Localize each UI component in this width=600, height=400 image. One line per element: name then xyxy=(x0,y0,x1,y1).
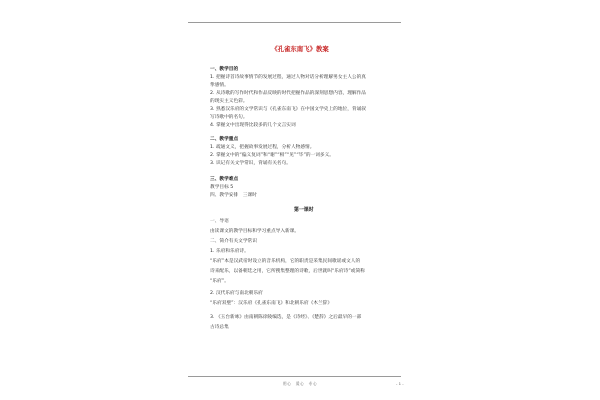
text-line: 四、教学安排 三课时 xyxy=(210,193,257,198)
page-footer: 用心 爱心 专心 xyxy=(282,381,318,386)
text-line: 2. 掌握文中的“偏义复词”和“谢”“相”“见”“毕”的一词多义。 xyxy=(210,153,334,158)
text-line: 诗来配乐，以备朝廷之用，它所搜集整理的诗歌，后世就叫“乐府诗”或简称 xyxy=(210,269,365,274)
text-line: 挚感情。 xyxy=(210,83,229,88)
text-line: 1. 把握诗首诗故事情节的发展过程，通过人物对话分析理解男女主人公的真 xyxy=(210,75,366,80)
text-line: 3. 熟悉汉乐府的文学常识与《孔雀东南飞》在中国文学史上的地位，背诵叙 xyxy=(210,107,366,112)
header-rule xyxy=(188,22,401,23)
text-line: 由读课文的教学目标和学习重点导入新课。 xyxy=(210,229,300,234)
section-heading: 一、教学目的 xyxy=(210,67,239,72)
text-line: 一、导语 xyxy=(210,219,229,224)
text-line: 写诗歌中的名句。 xyxy=(210,115,248,120)
document-title: 《孔雀东南飞》教案 xyxy=(271,45,329,53)
section-heading: 二、教学重点 xyxy=(210,137,239,142)
text-line: 1. 乐府和乐府诗。 xyxy=(210,249,249,254)
text-line: 古诗总集 xyxy=(210,325,229,330)
text-line: 的现实主义色彩。 xyxy=(210,99,248,104)
text-line: “乐府”。 xyxy=(210,279,229,284)
text-line: 1. 疏通文义，把握故事发展过程，分析人物感情。 xyxy=(210,145,315,150)
text-line: 2. 从诗歌的写作时代和作品反映的时代把握作品的深刻思想内容，理解作品 xyxy=(210,91,366,96)
text-line: 教学目标 5 xyxy=(210,185,234,190)
page-number: - 1 - xyxy=(396,381,404,386)
text-line: 2. 汉代乐府与南北朝乐府 xyxy=(210,291,263,296)
text-line: 二、简介有关文学常识 xyxy=(210,239,257,244)
text-line: 3. 《玉台新咏》由南朝陈徐陵编选，是《诗经》、《楚辞》之后最早的一部 xyxy=(210,315,362,320)
text-line: “乐府双璧”：汉乐府《孔雀东南飞》和北朝乐府《木兰辞》 xyxy=(210,301,333,306)
subsection-heading: 第一课时 xyxy=(294,207,314,213)
text-line: “乐府”本是汉武帝时设立的音乐机构，它的职责是采集民间歌谣或文人的 xyxy=(210,259,361,264)
section-heading: 三、教学难点 xyxy=(210,177,239,182)
footer-rule xyxy=(188,376,401,377)
text-line: 3. 识记有关文学常识，背诵有关名句。 xyxy=(210,161,291,166)
text-line: 4. 掌握文中出现得比较多的几个文言实词 xyxy=(210,123,296,128)
